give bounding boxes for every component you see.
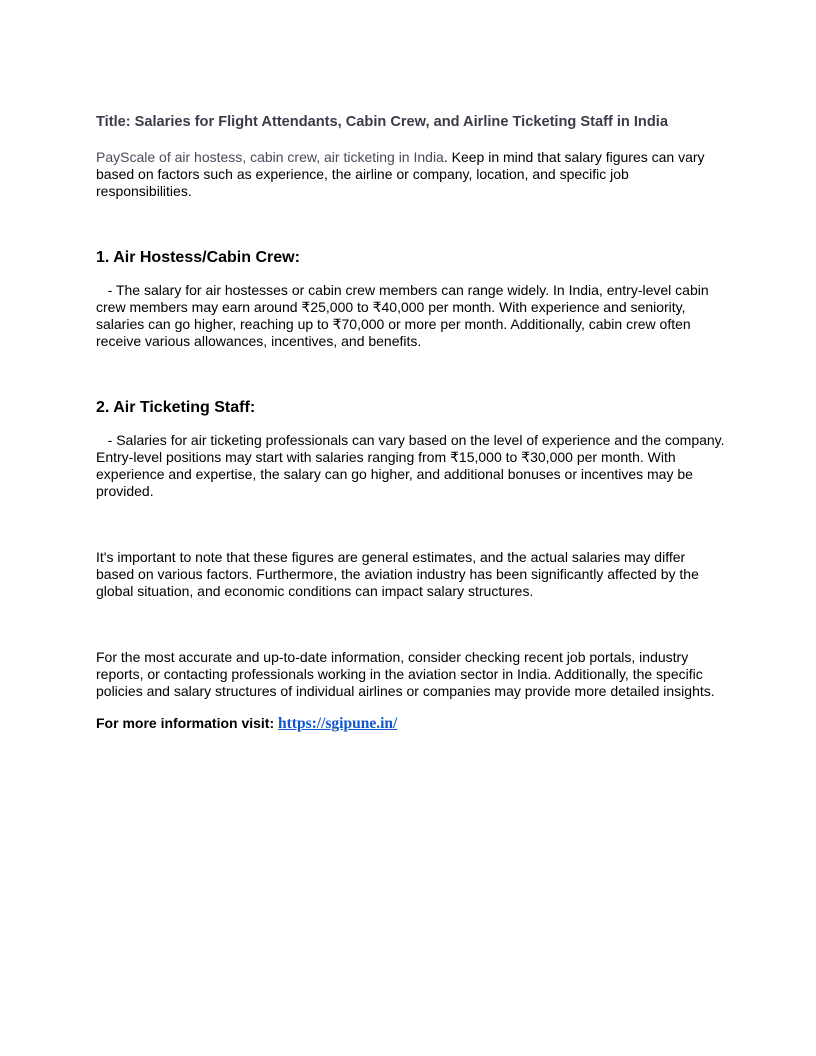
- section-body-ticketing: [96, 432, 726, 500]
- note-paragraph: It's important to note that these figures are general estimates, and the actual salaries may differ based on various factors. Furthermore, the aviation industry has been significantly affected by the global situation, and economic conditions can impact salary structures.: [96, 549, 699, 599]
- more-info-label: For more information visit:: [96, 715, 279, 731]
- section-heading-ticketing: 2. Air Ticketing Staff:: [96, 399, 256, 416]
- section-body-cabin-crew: [96, 282, 726, 350]
- document-title: Title: Salaries for Flight Attendants, Cabin Crew, and Airline Ticketing Staff in India: [96, 114, 668, 130]
- intro-lead-text: PayScale of air hostess, cabin crew, air ticketing in India: [96, 149, 444, 165]
- document-page: [96, 113, 726, 732]
- section-body-cabin-crew-text: - The salary for air hostesses or cabin crew members can range widely. In India, entry-level cabin crew members may earn around ₹25,000 to ₹40,000 per month. With experience and seniority, salaries can go higher, reaching up to ₹70,000 or more per month. Additionally, cabin crew often receive various allowances, incentives, and benefits.: [96, 282, 709, 349]
- advice-paragraph: For the most accurate and up-to-date information, consider checking recent job portals, industry reports, or contacting professionals working in the aviation sector in India. Additionally, the specific policies and salary structures of individual airlines or companies may provide more detailed insights.: [96, 649, 715, 699]
- intro-paragraph: [96, 149, 726, 200]
- more-info-line: [96, 715, 726, 732]
- section-heading-cabin-crew: 1. Air Hostess/Cabin Crew:: [96, 249, 300, 266]
- intro-rest-text: . Keep in mind that salary figures can vary based on factors such as experience, the airline or company, location, and specific job responsibilities.: [96, 149, 705, 199]
- more-info-link[interactable]: https://sgipune.in/: [278, 715, 398, 732]
- section-body-ticketing-text: - Salaries for air ticketing professionals can vary based on the level of experience and the company. Entry-level positions may start with salaries ranging from ₹15,000 to ₹30,000 per month. With experience and expertise, the salary can go higher, and additional bonuses or incentives may be provided.: [96, 432, 725, 499]
